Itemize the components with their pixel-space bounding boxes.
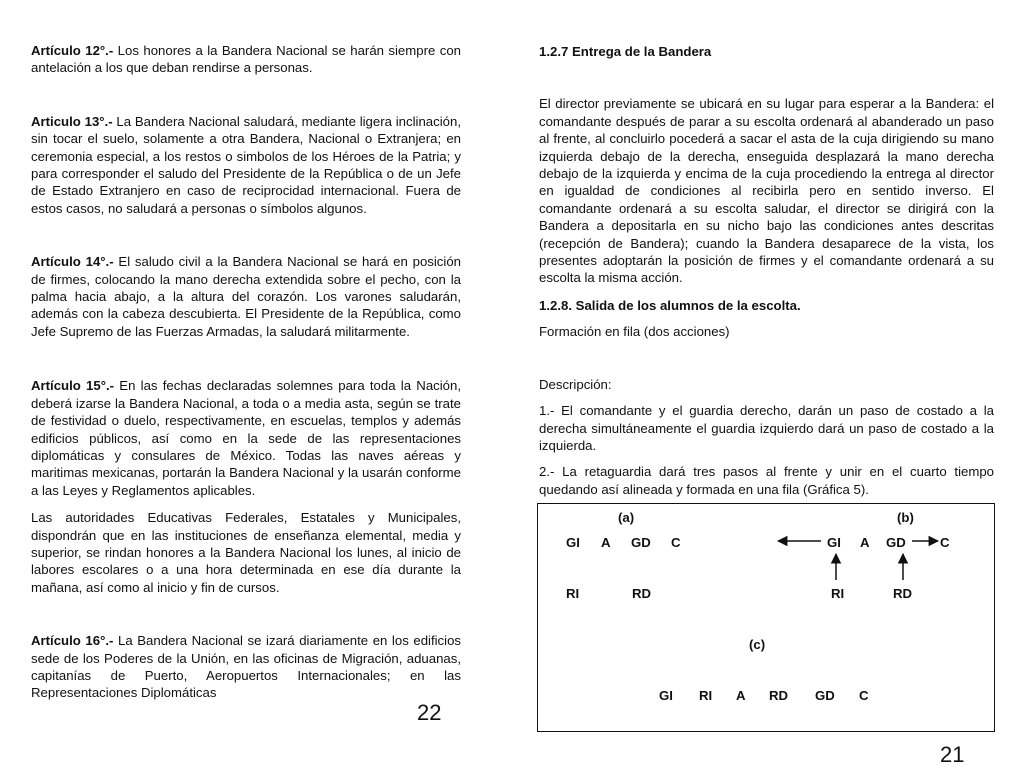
article-12-lead: Artículo 12°.- bbox=[31, 43, 114, 58]
article-15-text: En las fechas declaradas solemnes para toda la Nación, deberá izarse la Bandera Nacional, a toda o a media asta, según se trate de festividad o duelo, respectivamente, en escuelas, templos y además edificios públicos, así como en la sede de las representaciones diplomáticas y consulares de México. Todas las naves aéreas y maritimas mexicanas, portarán la Bandera Nacional y la usarán conforme a las Leyes y Reglamentos aplicables. bbox=[31, 378, 462, 498]
left-page-column bbox=[31, 42, 461, 702]
b-row2-rd: RD bbox=[893, 586, 913, 601]
article-13-text: La Bandera Nacional saludará, mediante ligera inclinación, sin tocar el suelo, solamente a otra Bandera, Nacional o Extranjera; en ceremonia especial, a los restos o simbolos de los Héroes de la Patria; y para corresponder el saludo del Presidente de la República o de un Jefe de Estado Extranjero en caso de reciprocidad internacional. Fuera de estos casos, no saludará a personas o símbolos algunos. bbox=[31, 113, 461, 216]
figure-label-b: (b) bbox=[897, 510, 914, 525]
figure-label-a: (a) bbox=[618, 510, 635, 525]
article-16-lead: Artículo 16°.- bbox=[31, 633, 114, 649]
article-16 bbox=[31, 632, 461, 702]
article-13-lead: Articulo 13°.- bbox=[31, 113, 113, 129]
figure-label-c: (c) bbox=[749, 637, 766, 652]
c-row-gd: GD bbox=[815, 688, 835, 703]
article-15-lead: Artículo 15°.- bbox=[31, 378, 115, 394]
c-row-c: C bbox=[859, 688, 869, 703]
article-15 bbox=[31, 377, 461, 499]
c-row-rd: RD bbox=[769, 688, 789, 703]
a-row1-gi: GI bbox=[566, 535, 580, 550]
article-16-text: La Bandera Nacional se izará diariamente en los edificios sede de los Poderes de la Unión, en las oficinas de Migración, aduanas, capitanías de Puerto, Aeropuertos Internacionales; en las Representaciones Diplomáticas bbox=[31, 633, 462, 701]
b-row1-a: A bbox=[860, 535, 870, 550]
b-row1-c: C bbox=[940, 535, 950, 550]
c-row-ri: RI bbox=[699, 688, 713, 703]
section-heading-salida: 1.2.8. Salida de los alumnos de la escolta. bbox=[539, 297, 801, 313]
right-page-column bbox=[539, 42, 994, 498]
c-row-a: A bbox=[736, 688, 746, 703]
article-15-continuation: Las autoridades Educativas Federales, Estatales y Municipales, dispondrán que en las instituciones de enseñanza elemental, media y superior, se rindan honores a la Bandera Nacional los lunes, al inicio de labores escolares o a una hora determinada en ese día durante la mañana, así como al inicio y fin de cursos. bbox=[31, 510, 461, 595]
step-2-text: 2.- La retaguardia dará tres pasos al frente y unir en el cuarto tiempo quedando así alineada y formada en una fila (Gráfica 5). bbox=[539, 464, 994, 497]
entrega-paragraph: El director previamente se ubicará en su lugar para esperar a la Bandera: el comandante después de parar a su escolta ordenará al abanderado un paso al frente, al concluirlo poc​ederá a sacar el asta de la cuja dirigiendo su mano izquierda debajo de la derecha, enseguida desplazará la mano derecha debajo de la izquierda y encima de la cuja procediendo la entrega al director en igualdad de condiciones al recibirla pero en sentido inverso. El comandante ordenará a su escolta saludar, el director se dirigirá con la Bandera a depositarla en su nicho bajo las condiciones antes descritas (recepción de Bandera); cuando la Bandera desaparece de la vista, los presentes adoptarán la posición de firmes y el comandante ordenará a su escolta la misma acción. bbox=[539, 96, 994, 286]
a-row1-gd: GD bbox=[631, 535, 651, 550]
article-14 bbox=[31, 253, 461, 340]
article-14-text: El saludo civil a la Bandera Nacional se hará en posición de firmes, colocando la mano derecha extendida sobre el pecho, con la palma hacia abajo, a la altura del corazón. Los varones saludarán, además con la cabeza descubierta. El Presidente de la República, como Jefe Supremo de las Fuerzas Armadas, la saludará militarmente. bbox=[31, 254, 461, 339]
a-row2-rd: RD bbox=[632, 586, 652, 601]
article-12 bbox=[31, 42, 461, 77]
article-12-text: Los honores a la Bandera Nacional se harán siempre con antelación a los que deban rendirse a personas. bbox=[31, 43, 462, 76]
a-row2-ri: RI bbox=[566, 586, 580, 601]
formation-figure bbox=[537, 503, 995, 732]
a-row1-a: A bbox=[601, 535, 611, 550]
c-row-gi: GI bbox=[659, 688, 673, 703]
b-row1-gd: GD bbox=[886, 535, 906, 550]
article-13 bbox=[31, 113, 461, 217]
b-row2-ri: RI bbox=[831, 586, 845, 601]
article-14-lead: Artículo 14°.- bbox=[31, 254, 114, 270]
right-page-number: 21 bbox=[940, 742, 965, 767]
left-page-number: 22 bbox=[417, 700, 442, 725]
step-1-text: 1.- El comandante y el guardia derecho, darán un paso de costado a la derecha simultáneamente el guardia izquierdo dará un paso de costado a la izquierda. bbox=[539, 403, 994, 453]
a-row1-c: C bbox=[671, 535, 681, 550]
b-row1-gi: GI bbox=[827, 535, 841, 550]
descripcion-label: Descripción: bbox=[539, 376, 612, 392]
formacion-text: Formación en fila (dos acciones) bbox=[539, 324, 730, 340]
section-heading-entrega: 1.2.7 Entrega de la Bandera bbox=[539, 44, 712, 59]
